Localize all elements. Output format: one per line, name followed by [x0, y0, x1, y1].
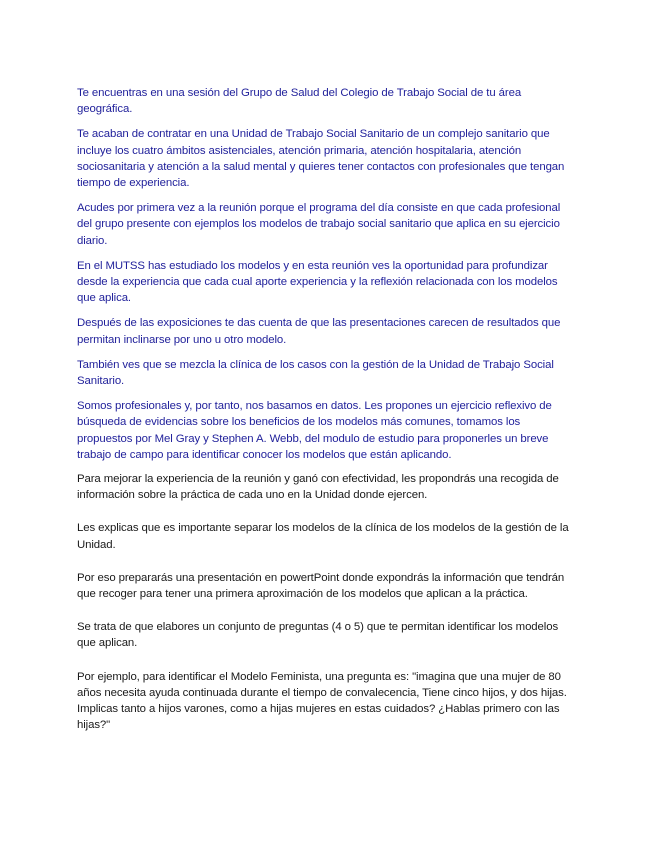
document-page: [77, 85, 577, 734]
paragraph-presentations-lack-results: Después de las exposiciones te das cuenta de que las presentaciones carecen de resultados que permitan inclinarse por uno u otro modelo.: [77, 317, 561, 346]
paragraph-mutss-models: En el MUTSS has estudiado los modelos y en esta reunión ves la oportunidad para profundizar desde la experiencia que cada cual aporte experiencia y la reflexión relacionada con los modelos que aplica.: [77, 259, 558, 305]
paragraph-evidence-exercise: Somos profesionales y, por tanto, nos basamos en datos. Les propones un ejercicio reflexivo de búsqueda de evidencias sobre los beneficios de los modelos más comunes, tomamos los propuestos por Mel Gray y Stephen A. Webb, del modulo de estudio para proponerles un breve trabajo de campo para identificar conocer los modelos que están aplicando.: [77, 400, 552, 461]
paragraph-first-meeting: Acudes por primera vez a la reunión porque el programa del día consiste en que cada profesional del grupo presente con ejemplos los modelos de trabajo social sanitario que aplica en su ejercicio diario.: [77, 202, 561, 247]
paragraph-powerpoint-presentation: Por eso prepararás una presentación en powertPoint donde expondrás la información que tendrán que recoger para tener una primera aproximación de los modelos que aplican a la práctica.: [77, 571, 565, 601]
paragraph-feminist-model-example: Por ejemplo, para identificar el Modelo Feminista, una pregunta es: "imagina que una mujer de 80 años necesita ayuda continuada durante el tiempo de convalecencia, Tiene cinco hijos, y dos hijas. Implicas tanto a hijos varones, como a hijas mujeres en estas cuidados? ¿Hablas primero con las hijas?": [77, 670, 567, 732]
paragraph-question-set: Se trata de que elabores un conjunto de preguntas (4 o 5) que te permitan identificar los modelos que aplican.: [77, 621, 559, 650]
paragraph-session-context: Te encuentras en una sesión del Grupo de Salud del Colegio de Trabajo Social de tu área geográfica.: [77, 87, 522, 116]
paragraph-information-gathering: Para mejorar la experiencia de la reunión y ganó con efectividad, les propondrás una recogida de información sobre la práctica de cada uno en la Unidad donde ejercen.: [77, 473, 559, 502]
paragraph-clinic-vs-management: También ves que se mezcla la clínica de los casos con la gestión de la Unidad de Trabajo Social Sanitario.: [77, 358, 554, 388]
paragraph-new-job: Te acaban de contratar en una Unidad de Trabajo Social Sanitario de un complejo sanitario que incluye los cuatro ámbitos asistenciales, atención primaria, atención hospitalaria, atención sociosanitaria y atención a la salud mental y quieres tener contactos con profesionales que tengan tiempo de experiencia.: [77, 128, 565, 190]
paragraph-separate-models: Les explicas que es importante separar los modelos de la clínica de los modelos de la gestión de la Unidad.: [77, 522, 569, 551]
